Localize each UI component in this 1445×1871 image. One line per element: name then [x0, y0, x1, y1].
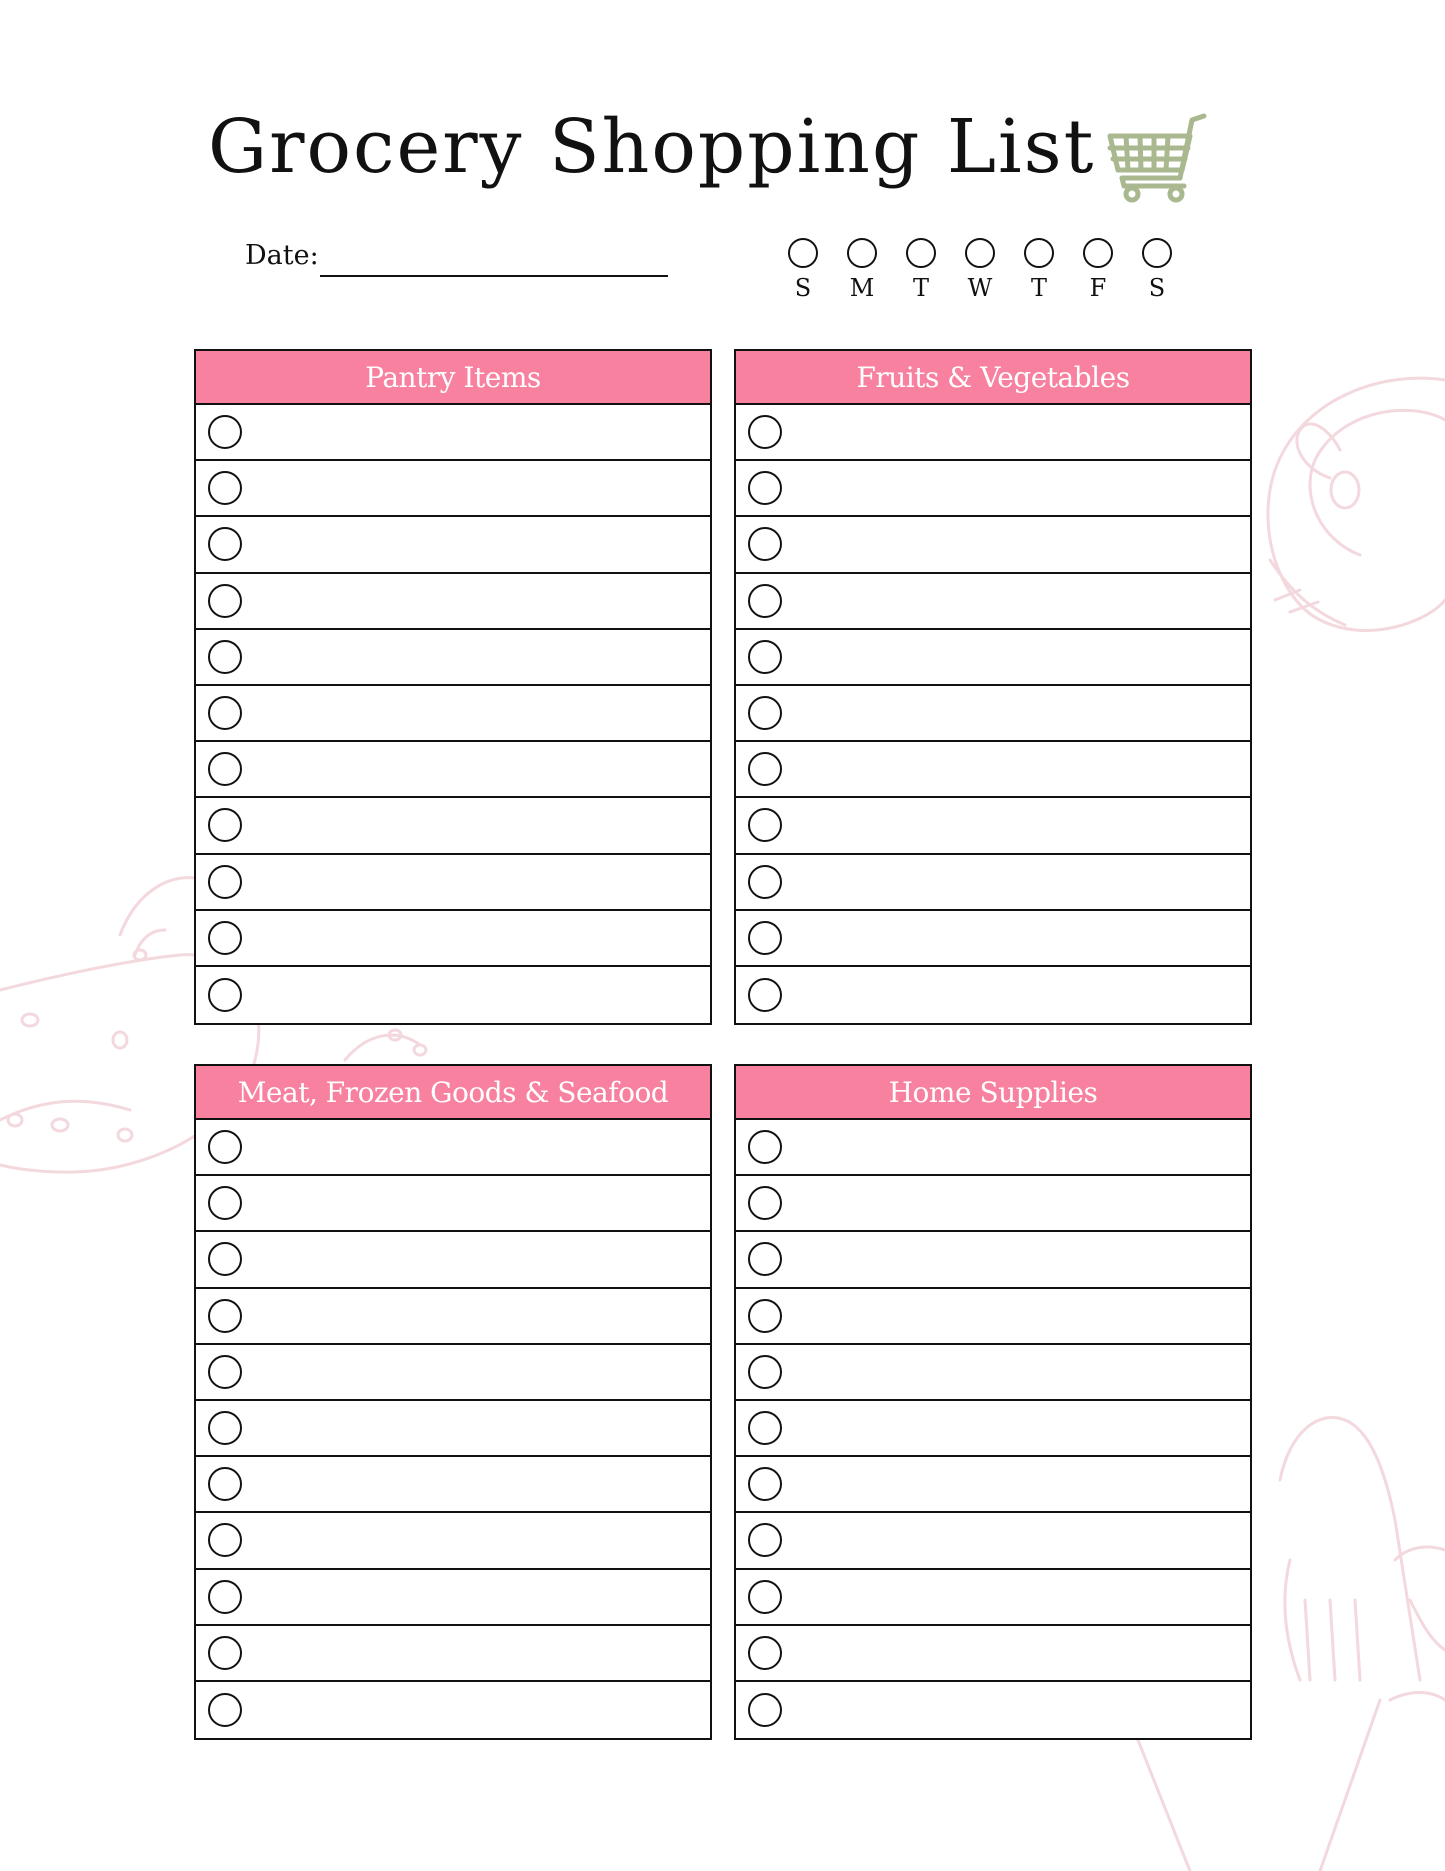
- list-item: [736, 461, 1250, 517]
- item-text-field[interactable]: [254, 574, 710, 628]
- list-item: [196, 574, 710, 630]
- list-item: [196, 1570, 710, 1626]
- list-item: [196, 1457, 710, 1513]
- list-item: [736, 911, 1250, 967]
- list-item: [736, 1570, 1250, 1626]
- item-text-field[interactable]: [794, 911, 1250, 965]
- item-checkbox[interactable]: [748, 640, 782, 674]
- list-item: [736, 967, 1250, 1023]
- item-text-field[interactable]: [254, 1232, 710, 1286]
- item-checkbox[interactable]: [208, 921, 242, 955]
- item-text-field[interactable]: [254, 1345, 710, 1399]
- section-header: Home Supplies: [736, 1066, 1250, 1120]
- list-item: [736, 405, 1250, 461]
- section-header: Pantry Items: [196, 351, 710, 405]
- item-text-field[interactable]: [254, 1457, 710, 1511]
- item-text-field[interactable]: [794, 1457, 1250, 1511]
- section-header: Fruits & Vegetables: [736, 351, 1250, 405]
- list-item: [196, 1232, 710, 1288]
- list-item: [736, 1626, 1250, 1682]
- item-checkbox[interactable]: [208, 640, 242, 674]
- item-checkbox[interactable]: [748, 415, 782, 449]
- date-field[interactable]: [320, 275, 668, 277]
- list-item: [196, 1345, 710, 1401]
- item-checkbox[interactable]: [208, 415, 242, 449]
- day-checkbox[interactable]: [965, 238, 995, 268]
- day-letter: W: [967, 274, 993, 302]
- item-text-field[interactable]: [254, 1513, 710, 1567]
- list-item: [196, 1682, 710, 1738]
- item-checkbox[interactable]: [208, 1242, 242, 1276]
- item-checkbox[interactable]: [208, 1411, 242, 1445]
- item-checkbox[interactable]: [748, 921, 782, 955]
- item-checkbox[interactable]: [208, 1636, 242, 1670]
- item-checkbox[interactable]: [748, 808, 782, 842]
- day-letter: S: [1148, 274, 1166, 302]
- day-thursday[interactable]: [1019, 238, 1059, 300]
- item-text-field[interactable]: [254, 686, 710, 740]
- day-letter: F: [1089, 274, 1107, 302]
- item-text-field[interactable]: [254, 1176, 710, 1230]
- list-item: [736, 742, 1250, 798]
- list-item: [736, 1401, 1250, 1457]
- day-checkbox[interactable]: [1024, 238, 1054, 268]
- section-header: Meat, Frozen Goods & Seafood: [196, 1066, 710, 1120]
- item-checkbox[interactable]: [748, 1242, 782, 1276]
- item-checkbox[interactable]: [208, 696, 242, 730]
- item-text-field[interactable]: [794, 1176, 1250, 1230]
- section-meat-frozen-seafood: [194, 1064, 712, 1740]
- item-checkbox[interactable]: [208, 1186, 242, 1220]
- item-text-field[interactable]: [254, 630, 710, 684]
- list-item: [196, 967, 710, 1023]
- item-text-field[interactable]: [794, 1570, 1250, 1624]
- day-wednesday[interactable]: [960, 238, 1000, 300]
- day-checkbox[interactable]: [1083, 238, 1113, 268]
- item-text-field[interactable]: [254, 1570, 710, 1624]
- item-text-field[interactable]: [794, 461, 1250, 515]
- section-pantry-items: [194, 349, 712, 1025]
- list-item: [736, 517, 1250, 573]
- section-fruits-vegetables: [734, 349, 1252, 1025]
- item-text-field[interactable]: [254, 1626, 710, 1680]
- day-checkbox[interactable]: [1142, 238, 1172, 268]
- date-label: Date:: [245, 240, 319, 271]
- item-text-field[interactable]: [254, 405, 710, 459]
- list-item: [196, 742, 710, 798]
- item-text-field[interactable]: [794, 1682, 1250, 1738]
- item-checkbox[interactable]: [748, 1636, 782, 1670]
- list-item: [196, 686, 710, 742]
- item-text-field[interactable]: [794, 1345, 1250, 1399]
- list-item: [196, 1513, 710, 1569]
- list-item: [736, 1289, 1250, 1345]
- day-tuesday[interactable]: [901, 238, 941, 300]
- list-item: [736, 630, 1250, 686]
- item-text-field[interactable]: [254, 855, 710, 909]
- item-text-field[interactable]: [794, 1401, 1250, 1455]
- item-checkbox[interactable]: [748, 584, 782, 618]
- list-item: [196, 461, 710, 517]
- page-title: Grocery Shopping List: [208, 104, 1096, 190]
- list-item: [736, 574, 1250, 630]
- item-text-field[interactable]: [254, 461, 710, 515]
- item-checkbox[interactable]: [208, 584, 242, 618]
- list-item: [736, 798, 1250, 854]
- list-item: [736, 1345, 1250, 1401]
- list-item: [196, 1289, 710, 1345]
- item-text-field[interactable]: [794, 1120, 1250, 1174]
- item-checkbox[interactable]: [748, 527, 782, 561]
- item-text-field[interactable]: [794, 967, 1250, 1023]
- item-checkbox[interactable]: [208, 1693, 242, 1727]
- item-checkbox[interactable]: [748, 978, 782, 1012]
- item-list: [736, 1120, 1250, 1738]
- item-list: [736, 405, 1250, 1023]
- item-checkbox[interactable]: [748, 696, 782, 730]
- list-item: [196, 630, 710, 686]
- list-item: [736, 1682, 1250, 1738]
- day-letter: T: [1030, 274, 1047, 302]
- item-text-field[interactable]: [794, 1289, 1250, 1343]
- item-text-field[interactable]: [794, 686, 1250, 740]
- item-checkbox[interactable]: [208, 978, 242, 1012]
- item-checkbox[interactable]: [208, 752, 242, 786]
- item-checkbox[interactable]: [748, 1523, 782, 1557]
- item-checkbox[interactable]: [748, 471, 782, 505]
- item-text-field[interactable]: [254, 742, 710, 796]
- item-text-field[interactable]: [794, 798, 1250, 852]
- day-letter: T: [912, 274, 929, 302]
- item-checkbox[interactable]: [208, 1299, 242, 1333]
- day-checkbox[interactable]: [906, 238, 936, 268]
- item-text-field[interactable]: [794, 405, 1250, 459]
- item-checkbox[interactable]: [208, 808, 242, 842]
- day-letter: M: [849, 274, 875, 302]
- list-item: [196, 798, 710, 854]
- list-item: [736, 1232, 1250, 1288]
- item-checkbox[interactable]: [208, 1467, 242, 1501]
- item-checkbox[interactable]: [208, 1130, 242, 1164]
- list-item: [196, 405, 710, 461]
- list-item: [736, 686, 1250, 742]
- item-checkbox[interactable]: [748, 1467, 782, 1501]
- section-home-supplies: [734, 1064, 1252, 1740]
- item-text-field[interactable]: [254, 517, 710, 571]
- item-checkbox[interactable]: [748, 1130, 782, 1164]
- day-checkbox[interactable]: [788, 238, 818, 268]
- day-friday[interactable]: [1078, 238, 1118, 300]
- list-item: [196, 1626, 710, 1682]
- day-sunday[interactable]: [783, 238, 823, 300]
- item-checkbox[interactable]: [748, 865, 782, 899]
- item-text-field[interactable]: [254, 911, 710, 965]
- item-list: [196, 405, 710, 1023]
- item-checkbox[interactable]: [748, 1693, 782, 1727]
- item-text-field[interactable]: [794, 574, 1250, 628]
- item-checkbox[interactable]: [208, 1580, 242, 1614]
- list-item: [736, 1176, 1250, 1232]
- item-checkbox[interactable]: [748, 1299, 782, 1333]
- item-text-field[interactable]: [254, 1289, 710, 1343]
- item-text-field[interactable]: [254, 798, 710, 852]
- item-text-field[interactable]: [794, 1232, 1250, 1286]
- list-item: [196, 517, 710, 573]
- list-item: [736, 1513, 1250, 1569]
- item-checkbox[interactable]: [748, 1355, 782, 1389]
- item-checkbox[interactable]: [208, 1355, 242, 1389]
- item-checkbox[interactable]: [748, 1186, 782, 1220]
- item-checkbox[interactable]: [208, 527, 242, 561]
- item-text-field[interactable]: [254, 1401, 710, 1455]
- list-item: [736, 1457, 1250, 1513]
- item-text-field[interactable]: [254, 967, 710, 1023]
- item-checkbox[interactable]: [748, 1411, 782, 1445]
- list-item: [196, 1120, 710, 1176]
- day-letter: S: [794, 274, 812, 302]
- list-item: [736, 855, 1250, 911]
- day-saturday[interactable]: [1137, 238, 1177, 300]
- item-text-field[interactable]: [254, 1120, 710, 1174]
- list-item: [196, 1176, 710, 1232]
- item-text-field[interactable]: [794, 1626, 1250, 1680]
- item-text-field[interactable]: [254, 1682, 710, 1738]
- list-item: [736, 1120, 1250, 1176]
- list-item: [196, 855, 710, 911]
- item-checkbox[interactable]: [208, 471, 242, 505]
- shopping-cart-icon: [1100, 108, 1210, 208]
- item-list: [196, 1120, 710, 1738]
- list-item: [196, 911, 710, 967]
- item-checkbox[interactable]: [208, 865, 242, 899]
- day-monday[interactable]: [842, 238, 882, 300]
- item-checkbox[interactable]: [748, 752, 782, 786]
- item-checkbox[interactable]: [748, 1580, 782, 1614]
- item-text-field[interactable]: [794, 630, 1250, 684]
- item-text-field[interactable]: [794, 1513, 1250, 1567]
- item-checkbox[interactable]: [208, 1523, 242, 1557]
- list-item: [196, 1401, 710, 1457]
- item-text-field[interactable]: [794, 742, 1250, 796]
- item-text-field[interactable]: [794, 517, 1250, 571]
- item-text-field[interactable]: [794, 855, 1250, 909]
- day-checkbox[interactable]: [847, 238, 877, 268]
